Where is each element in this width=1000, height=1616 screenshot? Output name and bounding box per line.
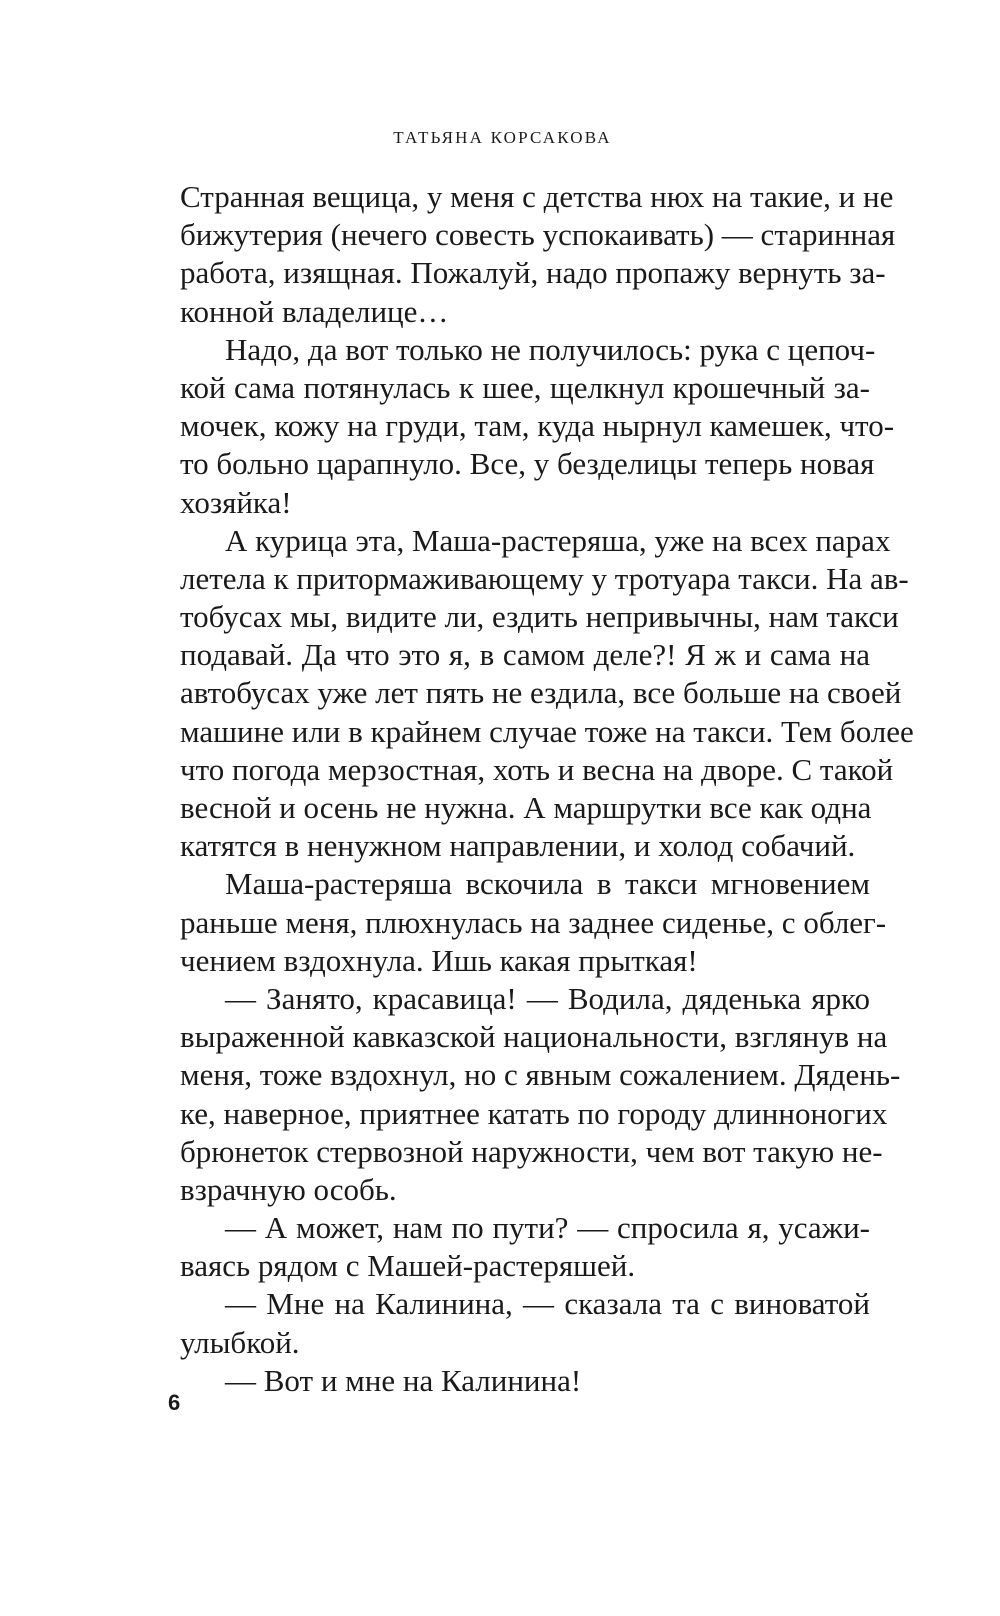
text-line: весной и осень не нужна. А маршрутки все как одна [180,790,872,825]
text-line: Странная вещица, у меня с детства нюх на такие, и не [180,179,894,214]
text-line: брюнеток стервозной наружности, чем вот такую не- [180,1133,883,1169]
text-line: катятся в ненужном направлении, и холод собачий. [180,828,856,864]
text-line: тобусах мы, видите ли, ездить непривычны, нам такси [180,599,899,635]
running-header-author: ТАТЬЯНА КОРСАКОВА [393,128,612,147]
text-line: чением вздохнула. Ишь какая прыткая! [180,942,698,978]
text-line: летела к притормаживающему у тротуара такси. На ав- [180,560,909,596]
text-line: раньше меня, плюхнулась на заднее сиденье, с облег- [180,904,887,940]
text-line: автобусах уже лет пять не ездила, все больше на своей [180,675,902,711]
text-line: конной владелице… [180,293,449,329]
text-line: улыбкой. [180,1324,300,1360]
text-line: работа, изящная. Пожалуй, надо пропажу вернуть за- [180,255,886,291]
text-line: Надо, да вот только не получилось: рука с цепоч- [225,331,876,367]
page-number: 6 [168,1390,181,1415]
text-line: А курица эта, Маша-растеряша, уже на всех парах [225,522,891,558]
text-line: взрачную особь. [180,1171,397,1207]
text-line: меня, тоже вздохнул, но с явным сожалением. Дядень- [180,1057,901,1093]
text-line: Маша-растеряша вскочила в такси мгновением [225,866,870,902]
text-line: — Занято, красавица! — Водила, дяденька ярко [225,980,870,1016]
text-line: что погода мерзостная, хоть и весна на дворе. С такой [180,751,894,787]
text-line: — Вот и мне на Калинина! [225,1362,582,1398]
text-line: ваясь рядом с Машей-растеряшей. [180,1248,636,1284]
text-line: — А может, нам по пути? — спросила я, усажи- [225,1210,870,1246]
text-line: кой сама потянулась к шее, щелкнул крошечный за- [180,369,870,405]
text-line: ке, наверное, приятнее катать по городу длинноногих [180,1095,888,1131]
text-line: мочек, кожу на груди, там, куда нырнул камешек, что- [180,408,895,444]
text-line: — Мне на Калинина, — сказала та с виноватой [225,1286,870,1322]
text-line: машине или в крайнем случае тоже на такси. Тем более [180,713,914,749]
text-line: выраженной кавказской национальности, взглянув на [180,1019,888,1055]
text-line: то больно царапнуло. Все, у безделицы теперь новая [180,446,875,482]
text-line: хозяйка! [180,484,292,520]
text-line: бижутерия (нечего совесть успокаивать) — старинная [180,217,896,253]
text-line: подавай. Да что это я, в самом деле?! Я ж и сама на [180,637,870,673]
body-text [180,178,914,1400]
